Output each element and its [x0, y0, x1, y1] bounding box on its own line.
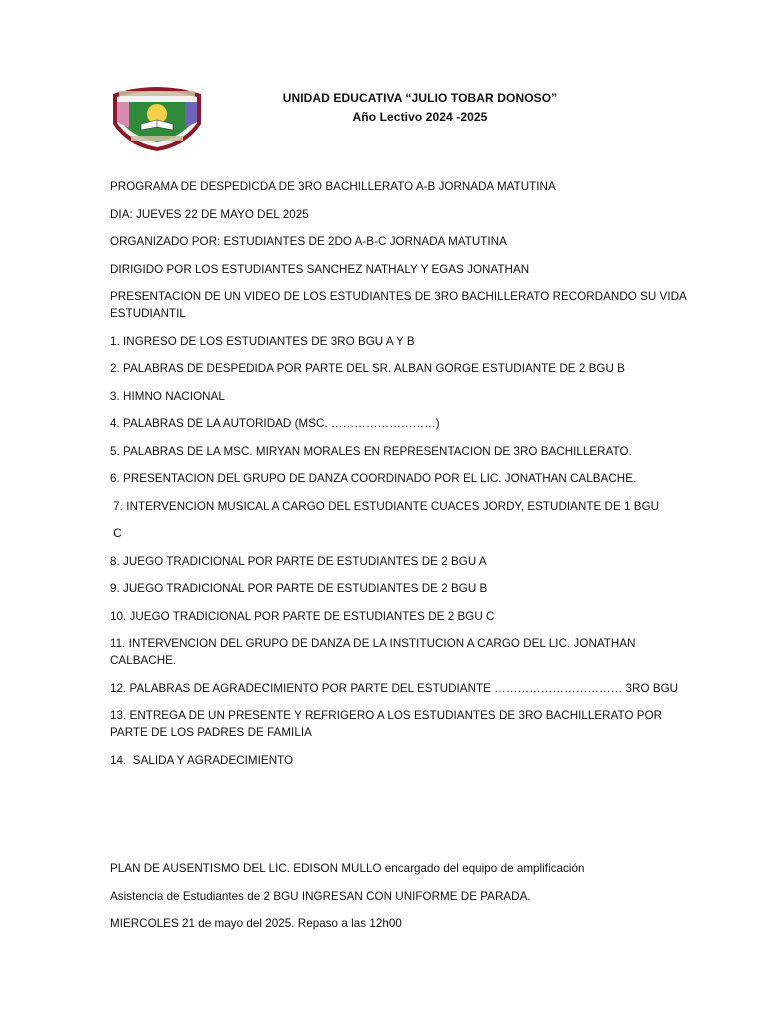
program-item-continuation: C: [110, 527, 122, 540]
program-item: 7. INTERVENCION MUSICAL A CARGO DEL ESTUDIANTE CUACES JORDY, ESTUDIANTE DE 1 BGU: [110, 499, 660, 513]
program-item: 5. PALABRAS DE LA MSC. MIRYAN MORALES EN REPRESENTACION DE 3RO BACHILLERATO.: [110, 444, 632, 458]
note-line: PLAN DE AUSENTISMO DEL LIC. EDISON MULLO encargado del equipo de amplificación: [110, 862, 585, 875]
program-item: 4. PALABRAS DE LA AUTORIDAD (MSC. ………………………): [110, 417, 440, 430]
program-item: 10. JUEGO TRADICIONAL POR PARTE DE ESTUDIANTES DE 2 BGU C: [110, 609, 495, 623]
program-item: 6. PRESENTACION DEL GRUPO DE DANZA COORDINADO POR EL LIC. JONATHAN CALBACHE.: [110, 472, 637, 485]
school-year: Año Lectivo 2024 -2025: [352, 110, 488, 124]
school-crest-icon: [107, 84, 207, 152]
program-item: 1. INGRESO DE LOS ESTUDIANTES DE 3RO BGU A Y B: [110, 334, 415, 348]
school-name: UNIDAD EDUCATIVA “JULIO TOBAR DONOSO”: [282, 91, 558, 105]
program-item: 8. JUEGO TRADICIONAL POR PARTE DE ESTUDIANTES DE 2 BGU A: [110, 554, 487, 568]
program-body: [110, 178, 700, 779]
event-date: DIA: JUEVES 22 DE MAYO DEL 2025: [110, 207, 309, 221]
program-item: 3. HIMNO NACIONAL: [110, 389, 225, 403]
program-item: 12. PALABRAS DE AGRADECIMIENTO POR PARTE DEL ESTUDIANTE …………………………… 3RO BGU: [110, 681, 679, 695]
program-item: 14. SALIDA Y AGRADECIMIENTO: [110, 753, 294, 767]
program-item: 9. JUEGO TRADICIONAL POR PARTE DE ESTUDIANTES DE 2 BGU B: [110, 582, 488, 595]
program-title: PROGRAMA DE DESPEDICDA DE 3RO BACHILLERATO A-B JORNADA MATUTINA: [110, 180, 556, 193]
organized-by: ORGANIZADO POR: ESTUDIANTES DE 2DO A-B-C JORNADA MATUTINA: [110, 235, 507, 248]
program-item: 11. INTERVENCION DEL GRUPO DE DANZA DE LA INSTITUCION A CARGO DEL LIC. JONATHAN CALBACHE.: [110, 637, 636, 667]
directed-by: DIRIGIDO POR LOS ESTUDIANTES SANCHEZ NATHALY Y EGAS JONATHAN: [110, 262, 530, 276]
note-line: Asistencia de Estudiantes de 2 BGU INGRESAN CON UNIFORME DE PARADA.: [110, 889, 531, 903]
program-item: 2. PALABRAS DE DESPEDIDA POR PARTE DEL SR. ALBAN GORGE ESTUDIANTE DE 2 BGU B: [110, 362, 625, 375]
document-header: [240, 89, 600, 127]
note-line: MIERCOLES 21 de mayo del 2025. Repaso a las 12h00: [110, 917, 402, 930]
program-item: 13. ENTREGA DE UN PRESENTE Y REFRIGERO A LOS ESTUDIANTES DE 3RO BACHILLERATO POR PARTE DE LOS PADRES DE FAMILIA: [110, 709, 663, 739]
video-presentation: PRESENTACION DE UN VIDEO DE LOS ESTUDIANTES DE 3RO BACHILLERATO RECORDANDO SU VIDA ESTUDIANTIL: [110, 290, 687, 320]
notes-section: [110, 860, 700, 943]
